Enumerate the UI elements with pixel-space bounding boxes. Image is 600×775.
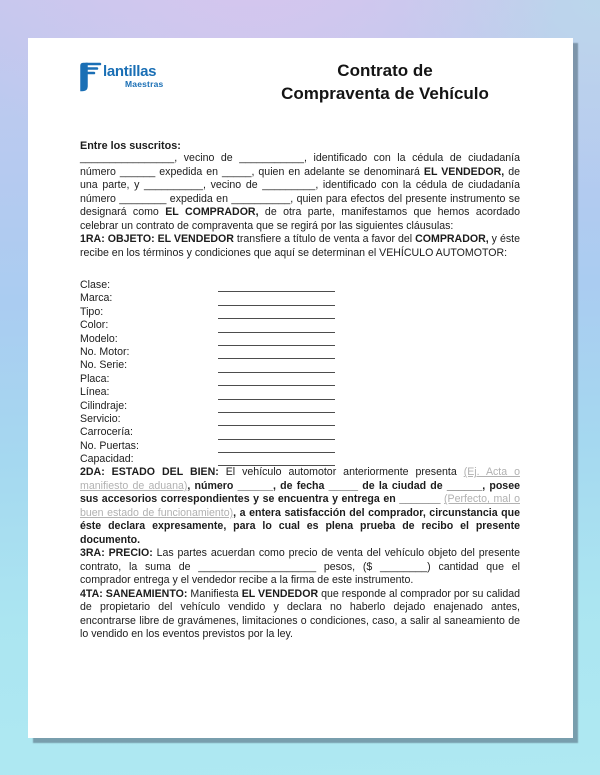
intro-label: Entre los suscritos: — [80, 140, 181, 152]
clause-4-term-vendedor: EL VENDEDOR — [241, 587, 319, 600]
clause-4-text-1: Manifiesta — [187, 587, 242, 600]
vehicle-field-row — [80, 413, 520, 426]
hint-estado-funcionamiento: (Perfecto, mal o buen estado de funcionamiento) — [80, 493, 520, 519]
vehicle-spec-list — [80, 279, 520, 466]
clause-2-heading: 2DA: ESTADO DEL BIEN: — [80, 466, 219, 479]
vehicle-field-row — [80, 292, 520, 305]
document-title — [250, 60, 520, 105]
vehicle-field-label: Carrocería: — [80, 426, 133, 439]
intro-text-1: ________________, vecino de ___________, identificado con la cédula de ciudadanía número ______ expedida en _____, quien en adelante se denominará — [80, 152, 520, 178]
clause-1-term-comprador: COMPRADOR, — [415, 233, 489, 245]
vehicle-field-row — [80, 426, 520, 439]
vehicle-field-row — [80, 279, 520, 292]
vehicle-field-blank-line — [218, 295, 335, 306]
intro-text-3: de otra parte, manifestamos que hemos acordado celebrar un contrato de compraventa que se regirá por las siguientes cláusulas: — [80, 206, 520, 232]
clause-1-heading: 1RA: OBJETO: EL VENDEDOR — [80, 233, 234, 245]
clause-4-text-2: que responde al comprador por su calidad de propietario del vehículo vendido y declara no haberlo dejado enajenado antes, encontrarse libre de gravámenes, limitaciones o condiciones, caso, a salir al saneamiento de lo vendido en los eventos previstos por la ley. — [80, 587, 520, 641]
vehicle-field-label: Línea: — [80, 386, 110, 399]
contract-document-page — [28, 38, 573, 738]
vehicle-field-blank-line — [218, 429, 335, 440]
vehicle-field-blank-line — [218, 348, 335, 359]
vehicle-field-row — [80, 333, 520, 346]
clause-1-text-1: transfiere a título de venta a favor del — [233, 233, 416, 245]
clause-1-objeto-paragraph — [80, 233, 520, 260]
clause-2-text-2: , número ______, de fecha _____ de la ciudad de ______, posee sus accesorios correspondientes y se encuentra y entrega en _______ — [80, 479, 520, 506]
clause-2-text-3: , a entera satisfacción del comprador, circunstancia que éste declara expresamente, para lo cual es plena prueba de recibo el presente documento. — [80, 506, 520, 546]
vehicle-field-label: Cilindraje: — [80, 399, 128, 412]
vehicle-field-row — [80, 306, 520, 319]
vehicle-field-blank-line — [218, 442, 335, 453]
title-line-2: Compraventa de Vehículo — [281, 83, 489, 103]
clause-4-heading: 4TA: SANEAMIENTO: — [80, 587, 188, 600]
intro-text-2: de una parte, y __________, vecino de _________, identificado con la cédula de ciudadanía número ________ expedida en __________, quien para efectos del presente instrumento se designará como — [80, 165, 520, 218]
brand-logo — [78, 61, 163, 93]
clause-2-text-1: El vehículo automotor anteriormente presenta — [218, 466, 464, 479]
document-header — [80, 60, 520, 106]
vehicle-field-row — [80, 386, 520, 399]
vehicle-field-row — [80, 440, 520, 453]
vehicle-field-blank-line — [218, 322, 335, 333]
intro-paragraph — [80, 152, 520, 233]
vehicle-field-blank-line — [218, 281, 335, 292]
vehicle-field-label: No. Puertas: — [80, 439, 139, 452]
vehicle-field-row — [80, 359, 520, 372]
vehicle-field-row — [80, 319, 520, 332]
vehicle-field-row — [80, 453, 520, 466]
vehicle-field-label: Color: — [80, 319, 109, 332]
vehicle-field-blank-line — [218, 415, 335, 426]
vehicle-field-row — [80, 346, 520, 359]
vehicle-field-label: Marca: — [80, 292, 113, 305]
vehicle-field-row — [80, 400, 520, 413]
vehicle-field-blank-line — [218, 402, 335, 413]
brand-wordmark — [103, 64, 163, 89]
vehicle-field-blank-line — [218, 455, 335, 466]
clause-4-saneamiento-paragraph — [80, 588, 520, 642]
vehicle-field-blank-line — [218, 375, 335, 386]
vehicle-field-label: Servicio: — [80, 412, 121, 425]
clause-3-text: Las partes acuerdan como precio de venta del vehículo objeto del presente contrato, la suma de ____________________ pesos, ($ ________) cantidad que el comprador entrega y el vendedor recibe a la firma de este instrumento. — [80, 547, 520, 587]
brand-name-text: lantillas — [103, 63, 157, 80]
vehicle-field-label: No. Motor: — [80, 345, 130, 358]
clause-2-estado-paragraph — [80, 466, 520, 547]
term-el-vendedor: EL VENDEDOR, — [423, 165, 505, 178]
vehicle-field-row — [80, 373, 520, 386]
vehicle-field-label: Capacidad: — [80, 453, 134, 466]
clause-3-heading: 3RA: PRECIO: — [80, 547, 153, 560]
vehicle-field-blank-line — [218, 335, 335, 346]
clause-1-text-2: y éste recibe en los términos y condiciones que aquí se determinan el VEHÍCULO AUTOMOTOR: — [80, 233, 520, 259]
vehicle-field-label: Clase: — [80, 278, 111, 291]
vehicle-field-label: No. Serie: — [80, 359, 128, 372]
clause-3-precio-paragraph — [80, 547, 520, 588]
title-line-1: Contrato de — [337, 61, 433, 80]
vehicle-field-label: Modelo: — [80, 332, 118, 345]
hint-acta-aduana: (Ej. Acta o manifiesto de aduana) — [80, 466, 520, 492]
brand-subname-text: Maestras — [125, 79, 164, 89]
plantillas-logo-icon — [78, 61, 102, 93]
vehicle-field-blank-line — [218, 308, 335, 319]
term-el-comprador: EL COMPRADOR, — [165, 206, 259, 218]
vehicle-field-blank-line — [218, 362, 335, 373]
vehicle-field-label: Placa: — [80, 372, 110, 385]
vehicle-field-blank-line — [218, 389, 335, 400]
vehicle-field-label: Tipo: — [80, 305, 104, 318]
